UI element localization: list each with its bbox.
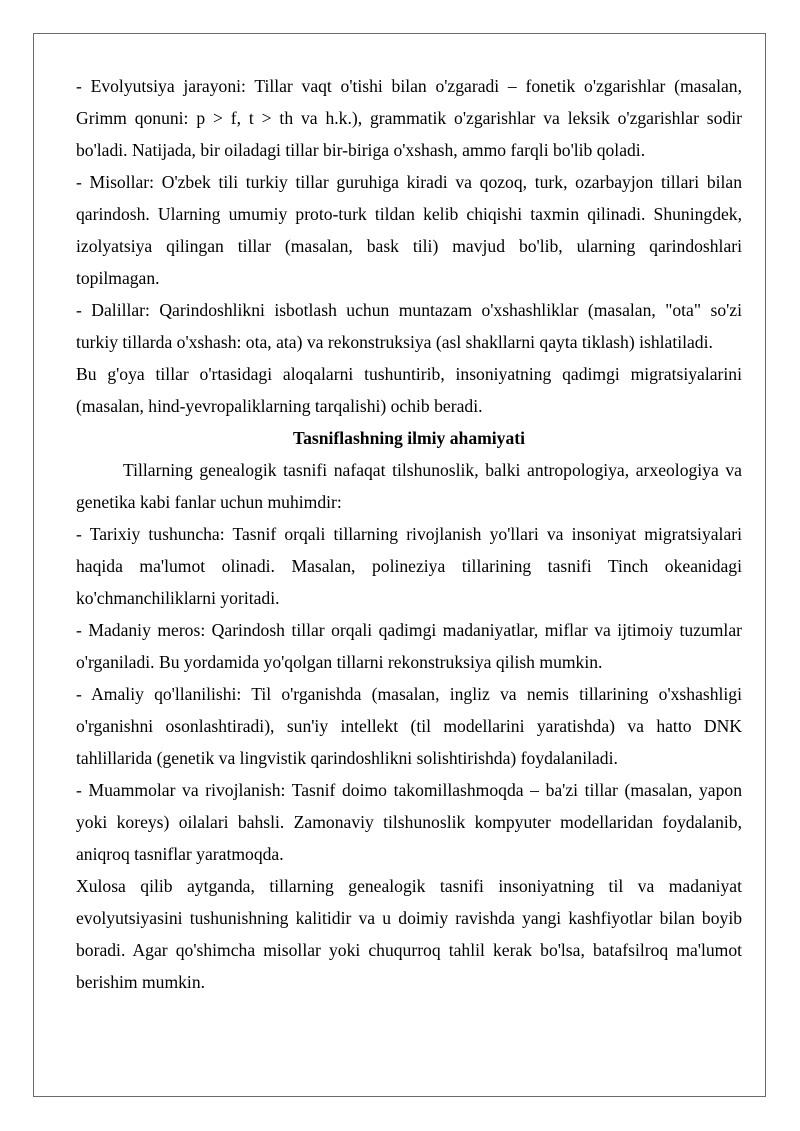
paragraph-problems: - Muammolar va rivojlanish: Tasnif doimo takomillashmoqda – ba'zi tillar (masalan, yapon yoki koreys) oilalari bahsli. Zamonaviy tilshunoslik kompyuter modellaridan foydalanib, aniqroq tasniflar yaratmoqda. [76, 780, 742, 864]
section-heading: Tasniflashning ilmiy ahamiyati [292, 428, 526, 448]
paragraph-cultural: - Madaniy meros: Qarindosh tillar orqali qadimgi madaniyatlar, miflar va ijtimoiy tuzumlar o'rganiladi. Bu yordamida yo'qolgan tillarni rekonstruksiya qilish mumkin. [76, 620, 742, 672]
paragraph-evolution: - Evolyutsiya jarayoni: Tillar vaqt o'tishi bilan o'zgaradi – fonetik o'zgarishlar (masalan, Grimm qonuni: p > f, t > th va h.k.), grammatik o'zgarishlar va leksik o'zgarishlar sodir bo'ladi. Natijada, bir oiladagi tillar bir-biriga o'xshash, ammo farqli bo'lib qoladi. [76, 76, 742, 160]
paragraph-evidence: - Dalillar: Qarindoshlikni isbotlash uchun muntazam o'xshashliklar (masalan, "ota" so'zi turkiy tillarda o'xshash: ota, ata) va rekonstruksiya (asl shakllarni qayta tiklash) ishlatiladi. [76, 300, 742, 352]
paragraph-migrations: Bu g'oya tillar o'rtasidagi aloqalarni tushuntirib, insoniyatning qadimgi migratsiyalarini (masalan, hind-yevropaliklarning tarqalishi) ochib beradi. [76, 364, 742, 416]
paragraph-historical: - Tarixiy tushuncha: Tasnif orqali tillarning rivojlanish yo'llari va insoniyat migratsiyalari haqida ma'lumot olinadi. Masalan, polineziya tillarining tasnifi Tinch okeanidagi ko'chmanchiliklarni yoritadi. [76, 524, 742, 608]
paragraph-conclusion: Xulosa qilib aytganda, tillarning genealogik tasnifi insoniyatning til va madaniyat evolyutsiyasini tushunishning kalitidir va u doimiy ravishda yangi kashfiyotlar bilan boyib boradi. Agar qo'shimcha misollar yoki chuqurroq tahlil kerak bo'lsa, batafsilroq ma'lumot berishim mumkin. [76, 876, 742, 992]
document-body [76, 70, 742, 998]
paragraph-examples: - Misollar: O'zbek tili turkiy tillar guruhiga kiradi va qozoq, turk, ozarbayjon tillari bilan qarindosh. Ularning umumiy proto-turk tildan kelib chiqishi taxmin qilinadi. Shuningdek, izolyatsiya qilingan tillar (masalan, bask tili) mavjud bo'lib, ularning qarindoshlari topilmagan. [76, 172, 742, 288]
paragraph-intro: Tillarning genealogik tasnifi nafaqat tilshunoslik, balki antropologiya, arxeologiya va genetika kabi fanlar uchun muhimdir: [76, 460, 742, 512]
paragraph-practical: - Amaliy qo'llanilishi: Til o'rganishda (masalan, ingliz va nemis tillarining o'xshashligi o'rganishni osonlashtiradi), sun'iy intellekt (til modellarini yaratishda) va hatto DNK tahlillarida (genetik va lingvistik qarindoshlikni solishtirishda) foydalaniladi. [76, 684, 742, 768]
